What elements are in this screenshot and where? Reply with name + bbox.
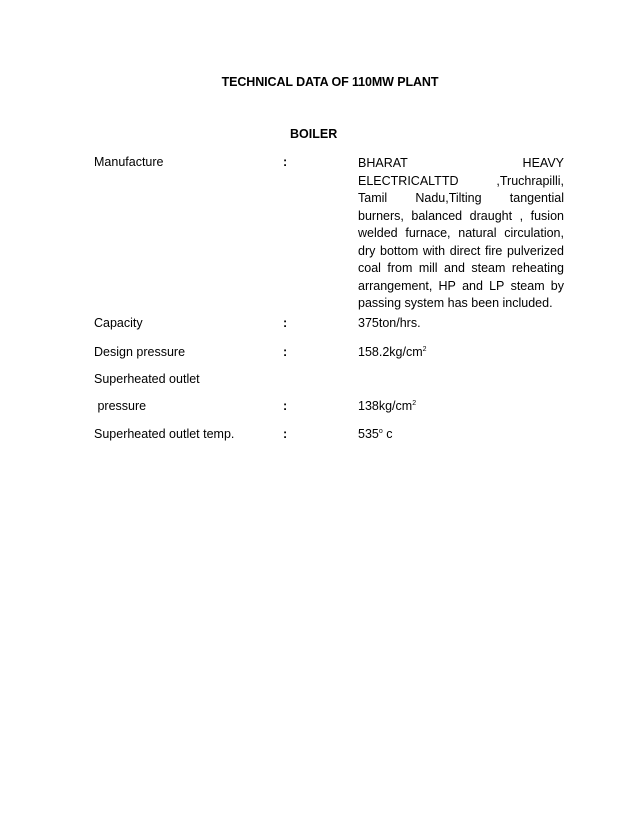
manufacture-word: steam — [510, 278, 545, 293]
manufacture-word: and — [444, 261, 465, 275]
manufacture-word: arrangement, — [358, 278, 433, 293]
manufacture-word: welded — [358, 226, 398, 240]
superheated-pressure-value — [358, 399, 416, 413]
manufacture-word: burners, — [358, 208, 404, 223]
manufacture-word: Tamil — [358, 191, 388, 205]
manufacture-line — [358, 225, 564, 243]
manufacture-word: draught — [469, 208, 513, 223]
manufacture-word: and — [462, 278, 483, 293]
manufacture-word: coal — [358, 261, 381, 275]
manufacture-word: fusion — [530, 208, 564, 223]
manufacture-line — [358, 260, 564, 278]
manufacture-word: balanced — [411, 208, 463, 223]
manufacture-word: with — [422, 243, 446, 258]
manufacture-word: ELECTRICALTTD — [358, 173, 459, 188]
superheated-temp-number: 535 — [358, 427, 379, 441]
separator-colon: : — [283, 427, 288, 441]
manufacture-word: BHARAT — [358, 156, 408, 170]
superheated-temp-value — [358, 427, 393, 441]
manufacture-line — [358, 190, 564, 208]
design-pressure-exponent: 2 — [422, 346, 427, 353]
manufacture-word: circulation, — [504, 226, 564, 240]
capacity-value: 375ton/hrs. — [358, 316, 421, 330]
manufacture-word: bottom — [380, 243, 419, 258]
manufacture-word: passing system has been included. — [358, 296, 553, 310]
section-heading-boiler: BOILER — [290, 127, 338, 141]
manufacture-word: from — [387, 261, 413, 275]
manufacture-word: direct — [449, 243, 481, 258]
manufacture-word: ,Truchrapilli, — [496, 173, 564, 188]
manufacture-word: , — [519, 208, 524, 223]
separator-colon: : — [283, 399, 288, 413]
superheated-pressure-exponent: 2 — [412, 400, 417, 407]
manufacture-label: Manufacture — [94, 155, 164, 169]
superheated-temp-unit: c — [382, 427, 393, 441]
manufacture-word: HEAVY — [522, 156, 564, 170]
separator-colon: : — [283, 316, 288, 330]
manufacture-word: HP — [438, 278, 456, 293]
manufacture-line — [358, 173, 564, 191]
manufacture-word: steam — [471, 261, 506, 275]
separator-colon: : — [283, 345, 288, 359]
manufacture-word: pulverized — [506, 243, 564, 258]
degree-symbol: o — [378, 428, 383, 435]
superheated-pressure-number: 138kg/cm — [358, 399, 413, 413]
separator-colon: : — [283, 155, 288, 169]
superheated-outlet-label: Superheated outlet — [94, 372, 200, 386]
superheated-temp-label: Superheated outlet temp. — [94, 427, 235, 441]
manufacture-line — [358, 155, 564, 173]
document-title — [0, 75, 638, 89]
manufacture-word: by — [550, 278, 564, 293]
superheated-pressure-label: pressure — [94, 399, 147, 413]
design-pressure-number: 158.2kg/cm — [358, 345, 423, 359]
capacity-label: Capacity — [94, 316, 143, 330]
manufacture-line — [358, 208, 564, 226]
document-title-text: TECHNICAL DATA OF 110MW PLANT — [221, 75, 439, 89]
manufacture-word: Nadu,Tilting — [415, 191, 482, 205]
manufacture-word: dry — [358, 243, 376, 258]
manufacture-value — [358, 155, 564, 313]
manufacture-word: mill — [418, 261, 438, 275]
manufacture-line — [358, 243, 564, 261]
manufacture-line — [358, 295, 564, 313]
design-pressure-label: Design pressure — [94, 345, 186, 359]
manufacture-word: natural — [458, 226, 497, 240]
manufacture-word: LP — [489, 278, 505, 293]
design-pressure-value — [358, 345, 427, 359]
manufacture-line — [358, 278, 564, 296]
manufacture-word: fire — [484, 243, 503, 258]
manufacture-word: furnace, — [405, 226, 451, 240]
manufacture-word: tangential — [509, 191, 564, 205]
manufacture-word: reheating — [511, 261, 564, 275]
